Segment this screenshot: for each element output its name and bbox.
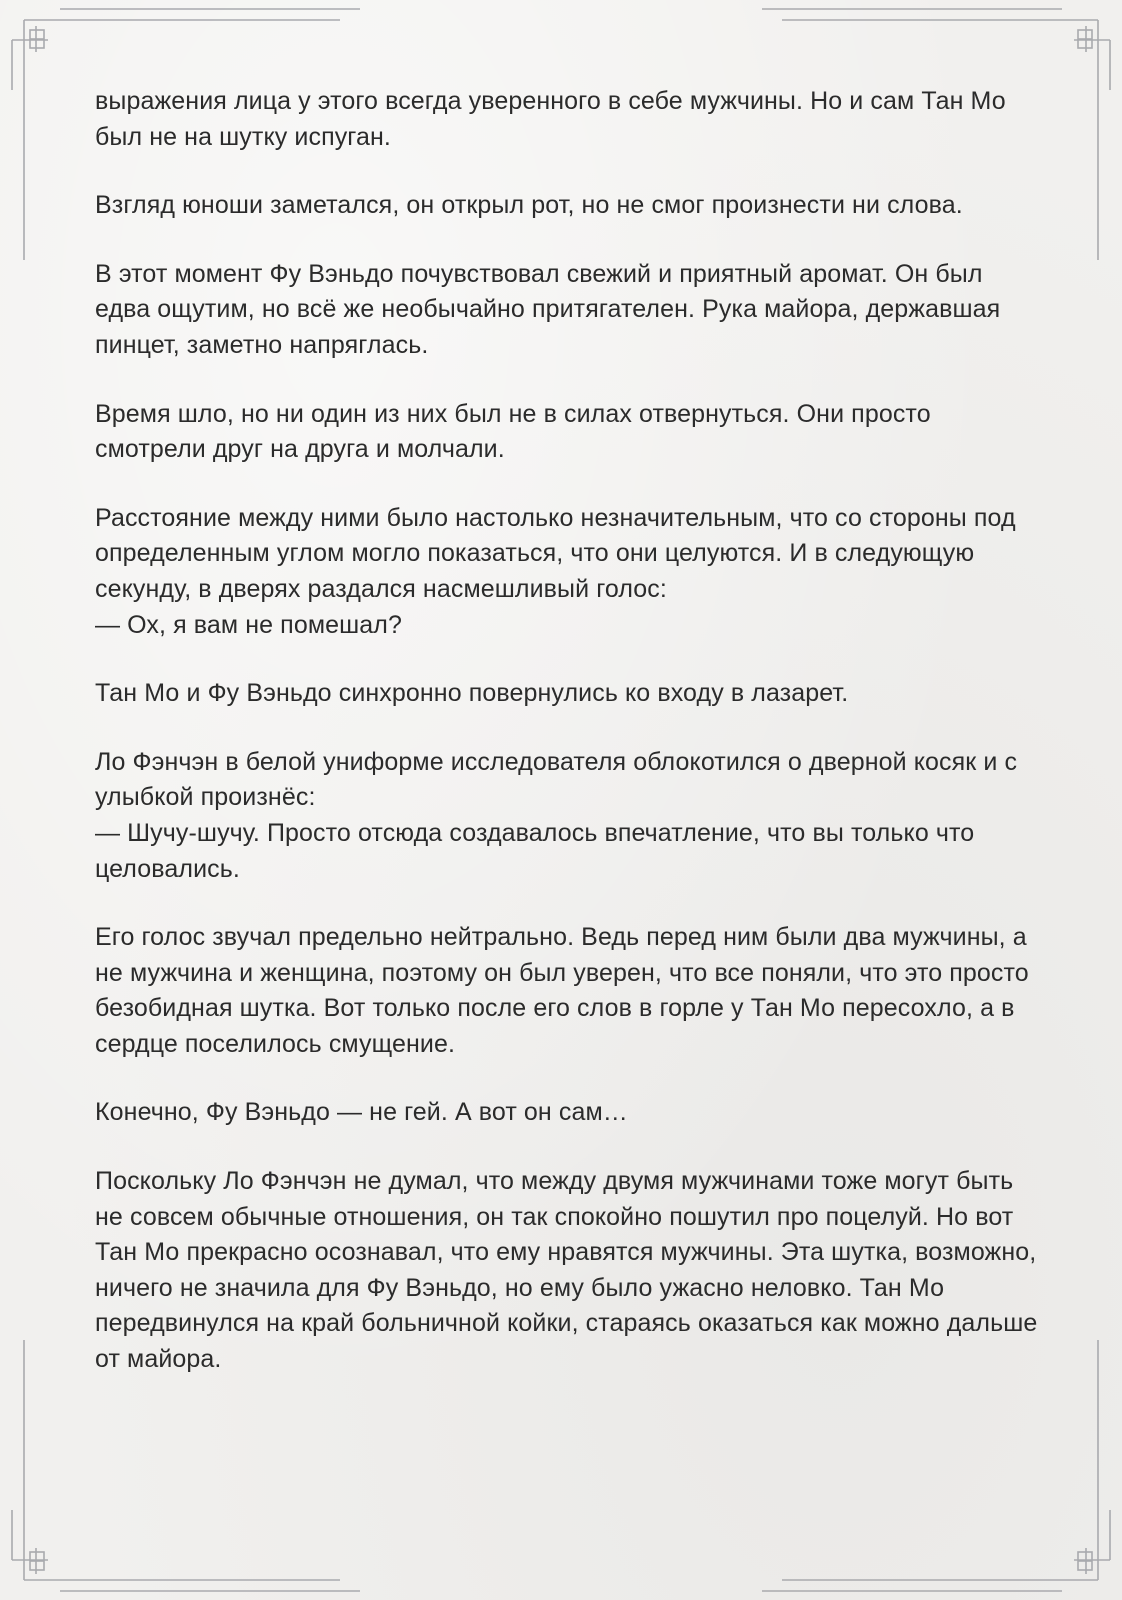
paragraph: Конечно, Фу Вэньдо — не гей. А вот он сам… (95, 1098, 628, 1127)
paragraph: В этот момент Фу Вэньдо почувствовал свежий и приятный аромат. Он был едва ощутим, но всё же необычайно притягателен. Рука майора, державшая пинцет, заметно напряглась. (95, 259, 1001, 359)
story-text-body (95, 84, 1040, 1378)
paragraph: выражения лица у этого всегда уверенного в себе мужчины. Но и сам Тан Мо был не на шутку испуган. (95, 87, 1006, 151)
corner-ornament-bottom-left-icon (12, 1340, 360, 1591)
paragraph: Поскольку Ло Фэнчэн не думал, что между двумя мужчинами тоже могут быть не совсем обычные отношения, он так спокойно пошутил про поцелуй. Но вот Тан Мо прекрасно осознавал, что ему нравятся мужчины. Эта шутка, возможно, ничего не значила для Фу Вэньдо, но ему было ужасно неловко. Тан Мо передвинулся на край больничной койки, стараясь оказаться как можно дальше от майора. (95, 1167, 1038, 1374)
paragraph: Его голос звучал предельно нейтрально. Ведь перед ним были два мужчины, а не мужчина и женщина, поэтому он был уверен, что все поняли, что это просто безобидная шутка. Вот только после его слов в горле у Тан Мо пересохло, а в сердце поселилось смущение. (95, 923, 1029, 1058)
corner-ornament-bottom-right-icon (762, 1340, 1110, 1591)
paragraph: Время шло, но ни один из них был не в силах отвернуться. Они просто смотрели друг на друга и молчали. (95, 399, 931, 464)
paragraph: Расстояние между ними было настолько незначительным, что со стороны под определенным углом могло показаться, что они целуются. И в следующую секунду, в дверях раздался насмешливый голос: — Ох, я вам не помешал? (95, 503, 1016, 639)
paragraph: Ло Фэнчэн в белой униформе исследователя облокотился о дверной косяк и с улыбкой произнёс: — Шучу-шучу. Просто отсюда создавалось впечатление, что вы только что целовались. (95, 747, 1018, 883)
paragraph: Тан Мо и Фу Вэньдо синхронно повернулись ко входу в лазарет. (95, 679, 849, 708)
paragraph: Взгляд юноши заметался, он открыл рот, но не смог произнести ни слова. (95, 191, 963, 220)
